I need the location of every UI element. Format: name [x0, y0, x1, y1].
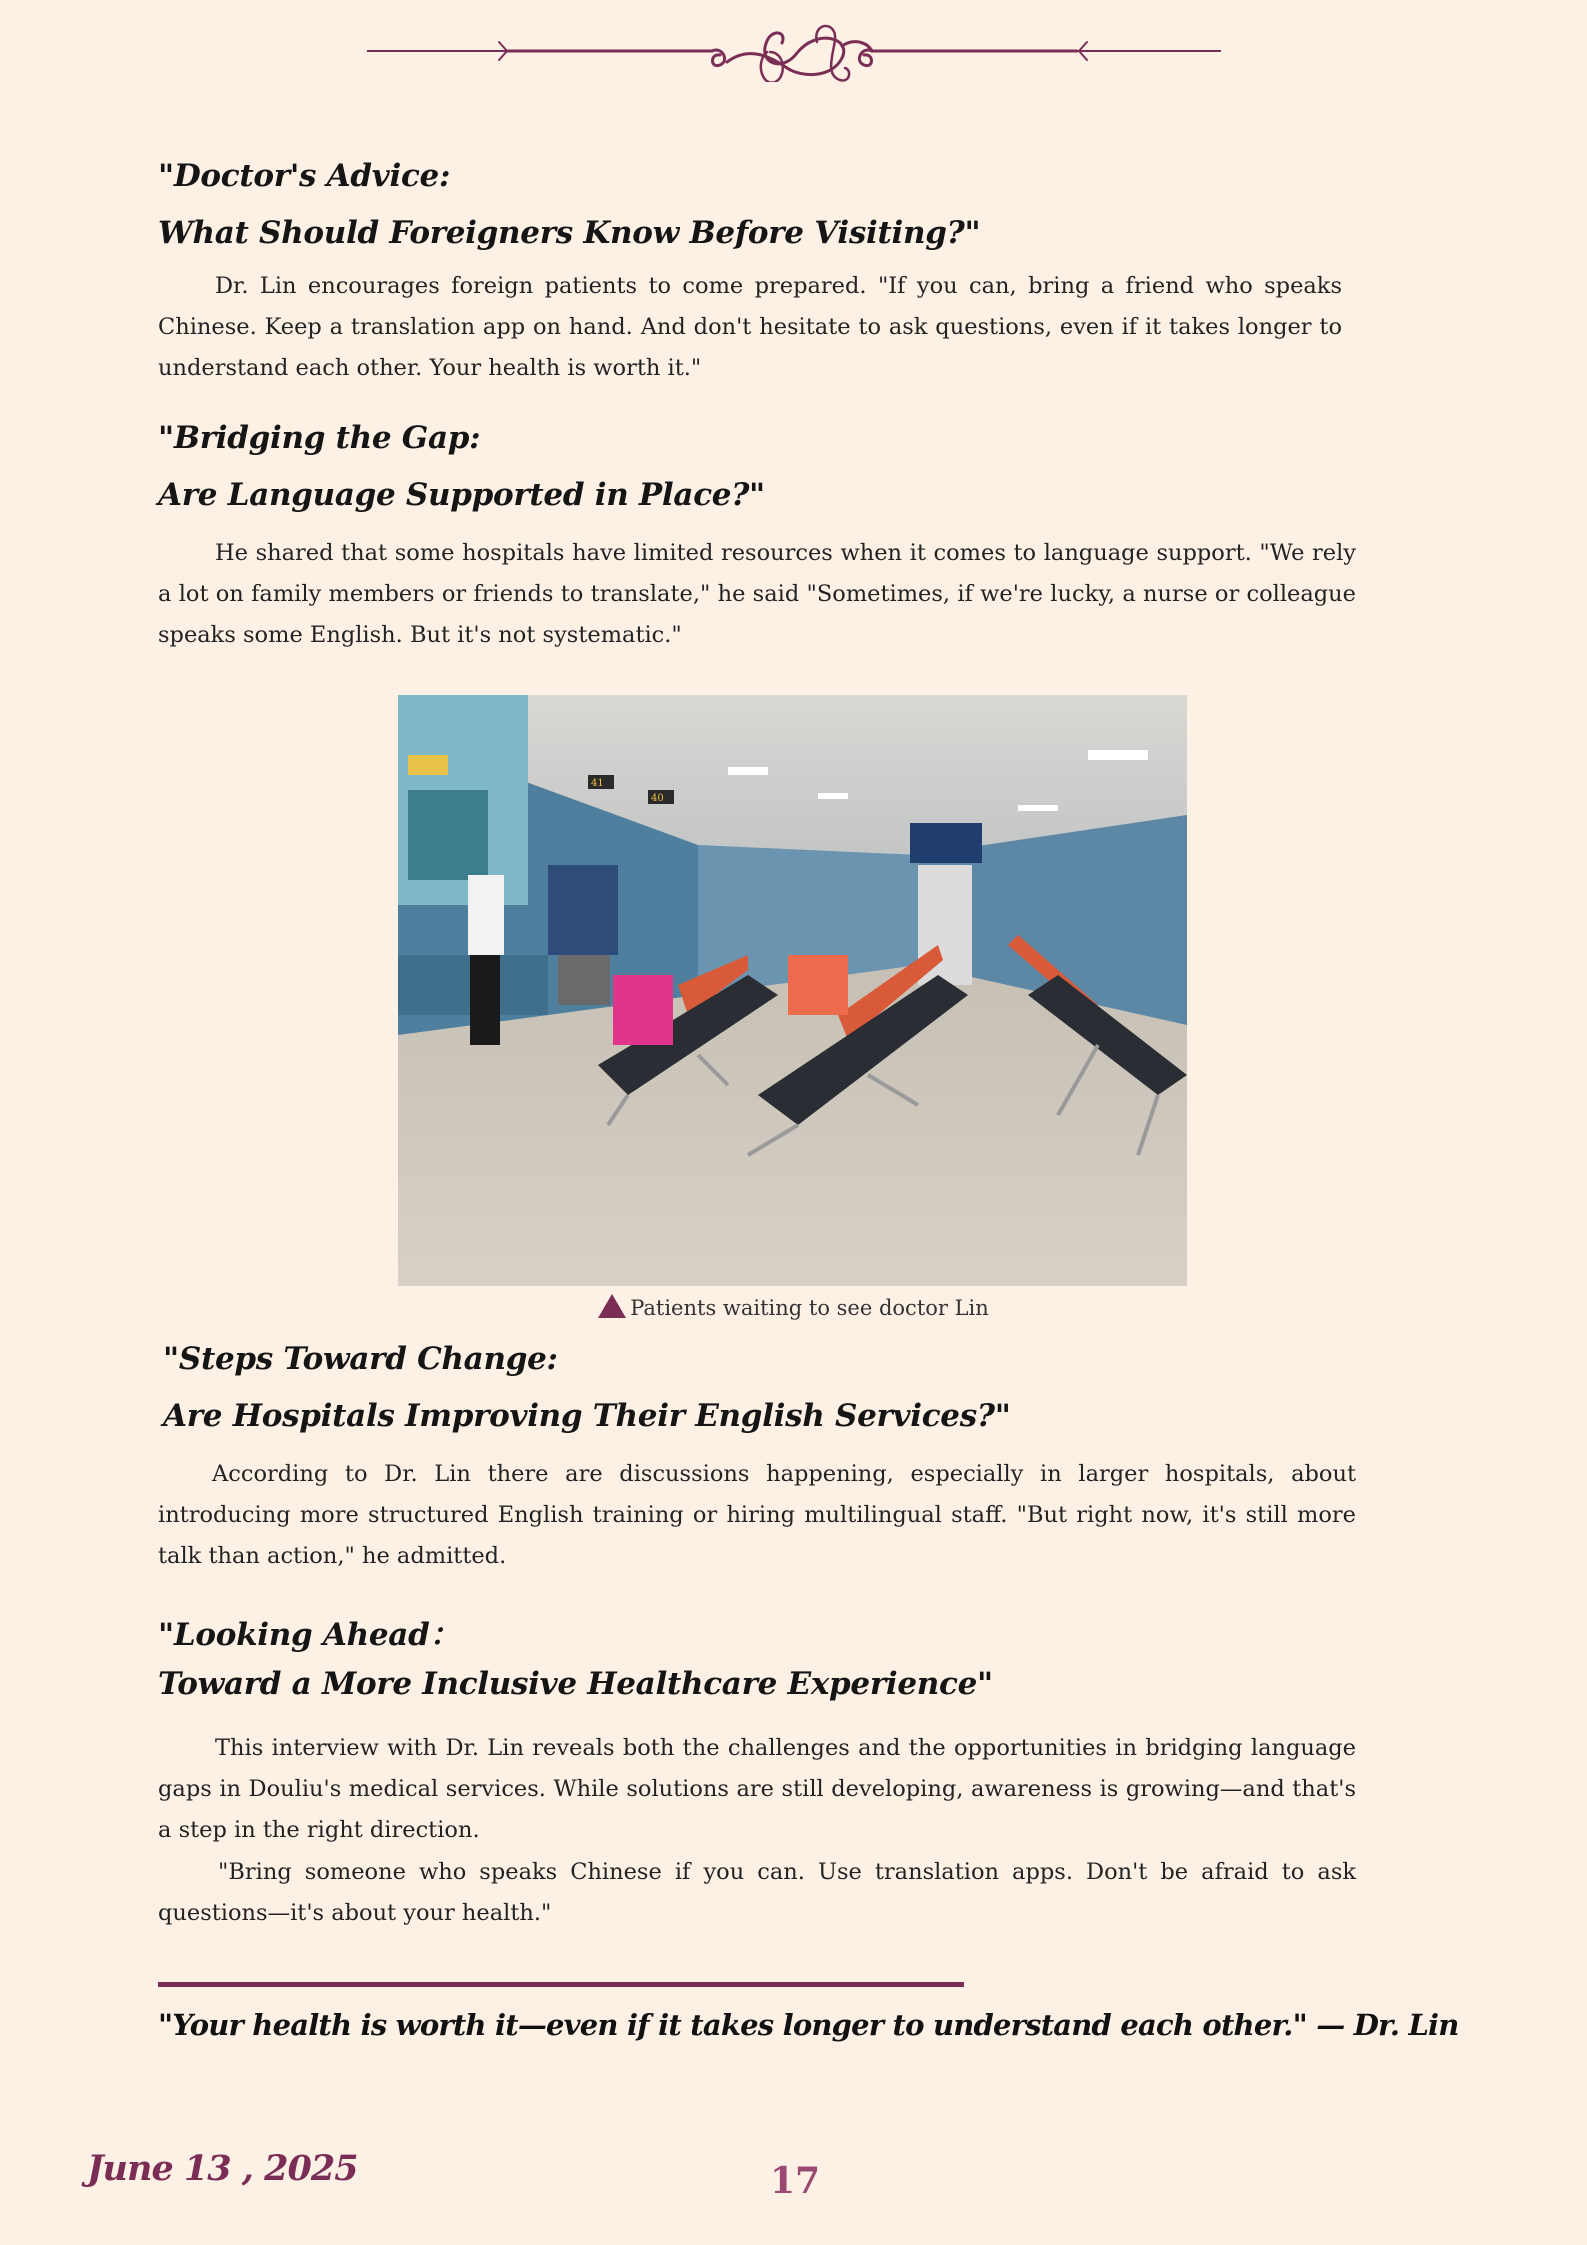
section-paragraph [158, 1728, 1356, 1851]
page-number: 17 [770, 2160, 821, 2202]
paragraph-text: This interview with Dr. Lin reveals both the challenges and the opportunities in bridging language gaps in Douliu's medical services. While solutions are still developing, awareness is growing—and that's a step in the right direction. [158, 1735, 1356, 1843]
section-heading: Are Hospitals Improving Their English Services?" [163, 1398, 1011, 1434]
footer-date: June 13 , 2025 [87, 2148, 358, 2189]
paragraph-text: Dr. Lin encourages foreign patients to come prepared. "If you can, bring a friend who speaks Chinese. Keep a translation app on hand. And don't hesitate to ask questions, even if it takes longer to understand each other. Your health is worth it." [158, 273, 1342, 381]
pull-quote: "Your health is worth it—even if it takes longer to understand each other." — Dr. Lin [158, 2008, 1459, 2042]
section-heading: "Doctor's Advice: [158, 158, 451, 194]
section-heading: What Should Foreigners Know Before Visiting?" [158, 215, 981, 251]
section-paragraph [158, 1454, 1356, 1577]
section-heading: "Looking Ahead： [158, 1617, 461, 1653]
section-paragraph [158, 533, 1356, 656]
triangle-icon [598, 1294, 626, 1318]
paragraph-text: "Bring someone who speaks Chinese if you can. Use translation apps. Don't be afraid to ask questions—it's about your health." [158, 1859, 1356, 1926]
caption-text: Patients waiting to see doctor Lin [630, 1296, 989, 1320]
room-sign: 41 [591, 778, 604, 789]
section-heading: "Bridging the Gap: [158, 420, 481, 456]
section-heading: Are Language Supported in Place?" [158, 477, 765, 513]
waiting-room-photo [398, 695, 1187, 1286]
ornamental-divider [367, 22, 1221, 82]
room-sign: 40 [651, 793, 664, 804]
divider-rule [158, 1982, 964, 1987]
section-paragraph [158, 266, 1342, 389]
section-heading: "Steps Toward Change: [163, 1341, 558, 1377]
paragraph-text: According to Dr. Lin there are discussions happening, especially in larger hospitals, about introducing more structured English training or hiring multilingual staff. "But right now, it's still more talk than action," he admitted. [158, 1461, 1356, 1569]
section-paragraph [158, 1852, 1356, 1934]
section-heading: Toward a More Inclusive Healthcare Experience" [158, 1666, 993, 1702]
paragraph-text: He shared that some hospitals have limited resources when it comes to language support. "We rely a lot on family members or friends to translate," he said "Sometimes, if we're lucky, a nurse or colleague speaks some English. But it's not systematic." [158, 540, 1356, 648]
photo-caption [0, 1294, 1587, 1320]
